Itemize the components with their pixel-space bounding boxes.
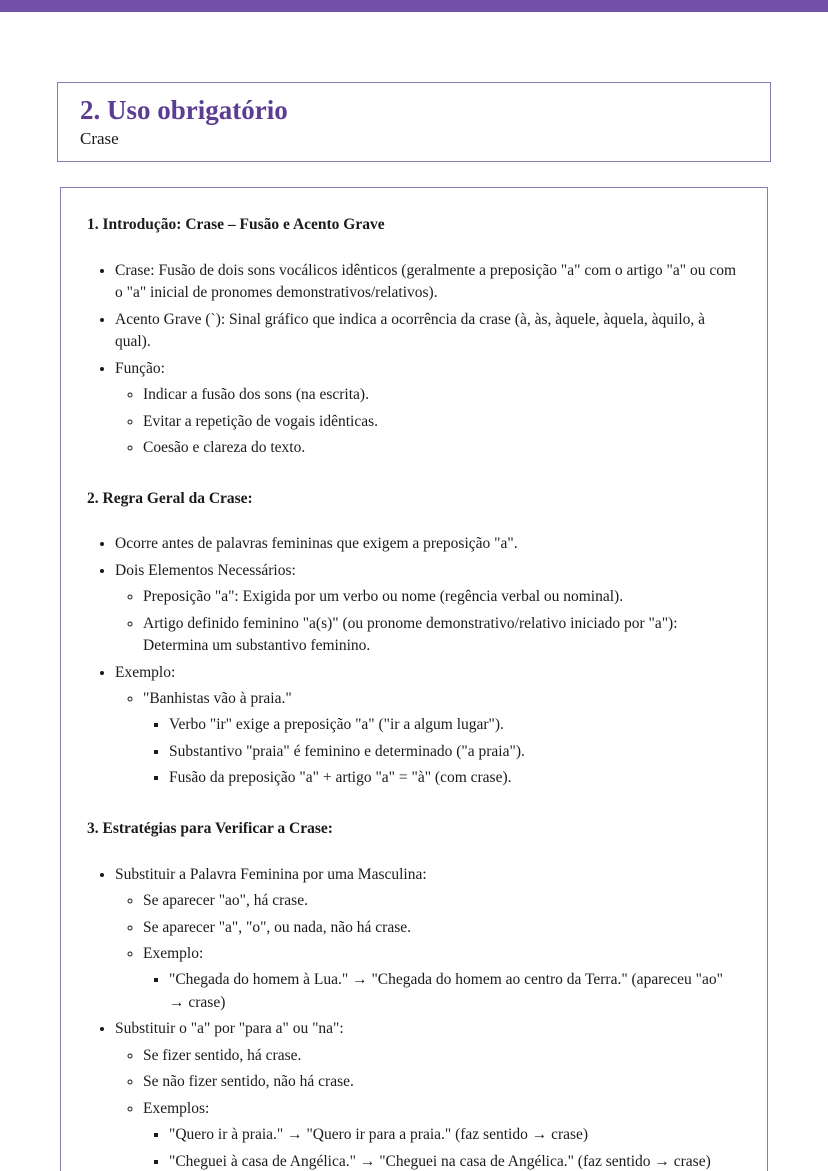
list-item-text: Se aparecer "a", "o", ou nada, não há crase. bbox=[143, 918, 412, 936]
list-item bbox=[169, 714, 737, 736]
list-item-text: Dois Elementos Necessários: bbox=[115, 561, 296, 579]
list-item-text: Coesão e clareza do texto. bbox=[143, 439, 306, 457]
list-item bbox=[115, 560, 737, 658]
list-item-text: Se não fizer sentido, não há crase. bbox=[143, 1073, 354, 1091]
list bbox=[115, 890, 737, 1014]
list-item bbox=[143, 613, 737, 658]
section-heading: 3. Estratégias para Verificar a Crase: bbox=[87, 819, 333, 837]
list bbox=[115, 384, 737, 459]
list-item bbox=[169, 969, 737, 1014]
list-item bbox=[115, 864, 737, 1015]
list-item-text: Substantivo "praia" é feminino e determinado ("a praia"). bbox=[169, 742, 525, 760]
list-item bbox=[115, 309, 737, 354]
list bbox=[143, 1124, 737, 1171]
list-item-text: Evitar a repetição de vogais idênticas. bbox=[143, 412, 378, 430]
list bbox=[87, 864, 737, 1171]
list-item-text: Ocorre antes de palavras femininas que exigem a preposição "a". bbox=[115, 535, 518, 553]
list-item bbox=[115, 358, 737, 460]
list-item-text: Se fizer sentido, há crase. bbox=[143, 1046, 302, 1064]
list-item-text: "Chegada do homem à Lua." → "Chegada do homem ao centro da Terra." (apareceu "ao" → crase) bbox=[169, 971, 723, 1011]
list-item bbox=[115, 533, 737, 555]
list-item-text: Exemplo: bbox=[115, 663, 176, 681]
list-item-text: Indicar a fusão dos sons (na escrita). bbox=[143, 386, 369, 404]
page-subtitle: Crase bbox=[80, 128, 119, 148]
list-item bbox=[143, 890, 737, 912]
list bbox=[143, 969, 737, 1014]
list-item bbox=[143, 411, 737, 433]
list-item bbox=[143, 917, 737, 939]
list-item-text: Substituir o "a" por "para a" ou "na": bbox=[115, 1020, 344, 1038]
list-item-text: "Banhistas vão à praia." bbox=[143, 690, 292, 708]
list-item-text: Fusão da preposição "a" + artigo "a" = "à" (com crase). bbox=[169, 769, 512, 787]
list-item bbox=[115, 1018, 737, 1171]
list-item-text: Substituir a Palavra Feminina por uma Masculina: bbox=[115, 865, 427, 883]
list-item-text: Exemplo: bbox=[143, 944, 204, 962]
list-item-text: Função: bbox=[115, 359, 165, 377]
list bbox=[115, 1045, 737, 1171]
top-accent-bar bbox=[0, 0, 828, 12]
list bbox=[87, 533, 737, 790]
list-item bbox=[143, 586, 737, 608]
list-item bbox=[169, 767, 737, 789]
list-item bbox=[169, 741, 737, 763]
list-item bbox=[169, 1151, 737, 1171]
header-box bbox=[57, 82, 771, 162]
list-item-text: Crase: Fusão de dois sons vocálicos idênticos (geralmente a preposição "a" com o artigo "a" ou com o "a" inicial de pronomes demonstrativos/relativos). bbox=[115, 261, 737, 302]
list-item bbox=[143, 384, 737, 406]
list-item bbox=[143, 943, 737, 1014]
document-body bbox=[87, 214, 737, 1171]
list bbox=[87, 260, 737, 460]
page-title: 2. Uso obrigatório bbox=[80, 95, 288, 125]
list bbox=[115, 586, 737, 657]
list-item bbox=[115, 260, 737, 305]
list-item bbox=[143, 1045, 737, 1067]
list-item-text: Verbo "ir" exige a preposição "a" ("ir a algum lugar"). bbox=[169, 716, 504, 734]
list-item-text: "Cheguei à casa de Angélica." → "Cheguei na casa de Angélica." (faz sentido → crase) bbox=[169, 1152, 711, 1170]
list-item bbox=[143, 1098, 737, 1171]
list-item bbox=[143, 688, 737, 790]
list-item bbox=[115, 662, 737, 790]
list-item bbox=[143, 437, 737, 459]
section-heading: 2. Regra Geral da Crase: bbox=[87, 489, 253, 507]
section-heading: 1. Introdução: Crase – Fusão e Acento Grave bbox=[87, 216, 385, 234]
list-item bbox=[143, 1071, 737, 1093]
list-item bbox=[169, 1124, 737, 1146]
content-box bbox=[60, 187, 768, 1171]
list-item-text: Acento Grave (`): Sinal gráfico que indica a ocorrência da crase (à, às, àquele, àquela, àquilo, à qual). bbox=[115, 310, 705, 351]
list bbox=[143, 714, 737, 789]
list-item-text: "Quero ir à praia." → "Quero ir para a praia." (faz sentido → crase) bbox=[169, 1126, 589, 1144]
list-item-text: Se aparecer "ao", há crase. bbox=[143, 892, 308, 910]
list-item-text: Exemplos: bbox=[143, 1099, 210, 1117]
list-item-text: Preposição "a": Exigida por um verbo ou nome (regência verbal ou nominal). bbox=[143, 588, 624, 606]
list bbox=[115, 688, 737, 790]
list-item-text: Artigo definido feminino "a(s)" (ou pronome demonstrativo/relativo iniciado por "a"): Determina um substantivo feminino. bbox=[143, 614, 678, 655]
